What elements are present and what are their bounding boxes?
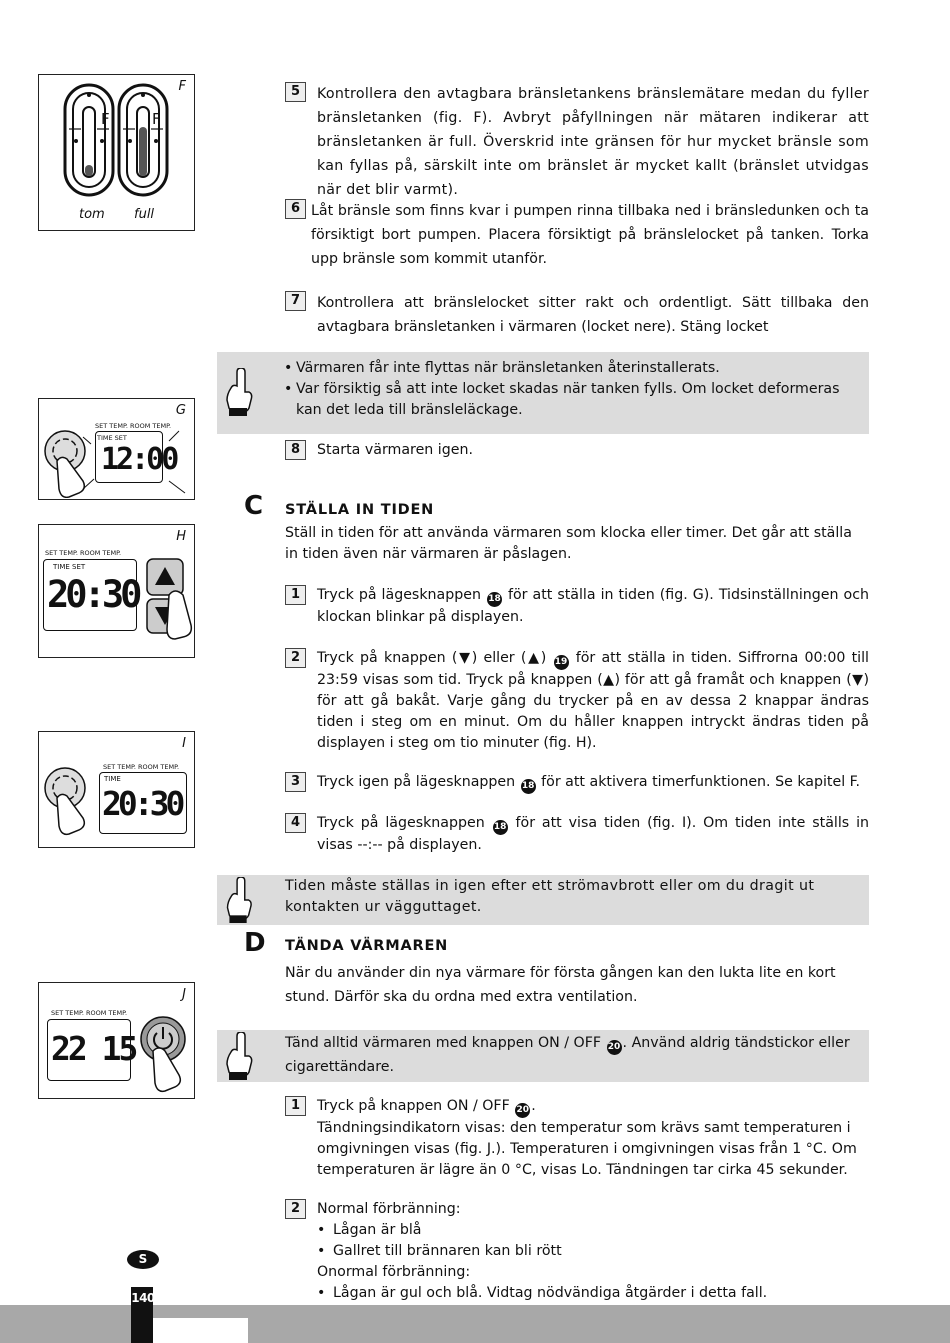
section-title-c: STÄLLA IN TIDEN (285, 502, 435, 518)
ref-19-icon: 19 (554, 655, 569, 670)
step-text: Kontrollera att bränslelocket sitter rakt och ordentligt. Sätt tillbaka den avtagbara bränsletanken i värmaren (locket nere). Stäng locket (317, 295, 869, 335)
step-8 (285, 440, 869, 461)
list-item: • Lågan är blå (317, 1220, 869, 1241)
display-digits: 20:30 (47, 573, 139, 616)
step-d-2 (285, 1199, 869, 1304)
pointing-hand-icon (225, 368, 253, 416)
step-c-4 (285, 813, 869, 856)
abnormal-label: Onormal förbränning: (317, 1264, 471, 1280)
display-top-label: SET TEMP. ROOM TEMP. (103, 763, 180, 771)
figure-j (38, 982, 195, 1099)
step-c-3 (285, 772, 869, 794)
step-text: Tryck på knappen (▼) eller (▲) 19 för att ställa in tiden. Siffrorna 00:00 till 23:59 visas som tid. Tryck på knappen (▲) för att gå framåt och knappen (▼) för att gå bakåt. Varje gång du trycker på en av dessa 2 knappar ändras tiden i steg om en minut. Om du håller knappen intryckt ändras tiden på displayen i steg om tio minuter (fig. H). (317, 650, 869, 751)
note-bullet: • Var försiktig så att inte locket skadas när tanken fylls. Om locket deformeras kan det leda till bränsleläckage. (284, 381, 840, 418)
note-box-ignite (217, 1030, 869, 1082)
figure-letter: F (178, 79, 186, 94)
ref-18-icon: 18 (493, 820, 508, 835)
display-digits: 12:00 (101, 442, 177, 477)
caption-full: full (134, 207, 155, 222)
list-item: • Lågan är gul och blå. Vidtag nödvändiga åtgärder i detta fall. (317, 1283, 869, 1304)
figure-letter: J (182, 987, 186, 1002)
pointing-hand-icon (225, 877, 253, 923)
section-intro-c: Ställ in tiden för att använda värmaren som klocka eller timer. Det går att ställa in tiden även när värmaren är påslagen. (285, 525, 852, 562)
step-text: Tryck på knappen ON / OFF 20 . Tändningsindikatorn visas: den temperatur som krävs samt temperaturen i omgivningen visas (fig. J.). Temperaturen i omgivningen visas från 1 °C. Om temperaturen är lägre än 0 °C, visas Lo. Tändningen tar cirka 45 sekunder. (317, 1098, 857, 1178)
display-digits: 20:30 (102, 784, 182, 823)
gauge-full-mark-left: F (101, 110, 110, 128)
step-number: 4 (285, 813, 306, 833)
step-text (317, 1199, 869, 1304)
section-intro-d: När du använder din nya värmare för första gången kan den lukta lite en kort stund. Därför ska du ordna med extra ventilation. (285, 965, 836, 1005)
figure-letter: G (175, 403, 186, 418)
step-number: 7 (285, 291, 306, 311)
figure-f (38, 74, 195, 231)
note-text: Tänd alltid värmaren med knappen ON / OFF 20 . Använd aldrig tändstickor eller cigarettändare. (285, 1035, 850, 1075)
note-box-refuel (217, 352, 869, 434)
note-box-time (217, 875, 869, 925)
ref-20-icon: 20 (607, 1040, 622, 1055)
figure-h (38, 524, 195, 658)
step-5 (285, 82, 869, 202)
figure-i (38, 731, 195, 848)
ref-20-icon: 20 (515, 1103, 530, 1118)
section-title-d: TÄNDA VÄRMAREN (285, 938, 449, 954)
step-c-1 (285, 585, 869, 628)
display-top-label: SET TEMP. ROOM TEMP. (51, 1009, 128, 1017)
step-text: Tryck på lägesknappen 18 för att ställa in tiden (fig. G). Tidsinställningen och klockan blinkar på displayen. (317, 587, 869, 625)
step-c-2 (285, 648, 869, 754)
step-number: 1 (285, 1096, 306, 1116)
step-number: 2 (285, 648, 306, 668)
step-number: 5 (285, 82, 306, 102)
display-sub-label: TIME (104, 775, 121, 783)
footer-tab (153, 1318, 248, 1343)
ref-18-icon: 18 (487, 592, 502, 607)
step-number: 3 (285, 772, 306, 792)
step-text: Starta värmaren igen. (317, 442, 473, 458)
note-bullet: • Värmaren får inte flyttas när bränsletanken återinstallerats. (284, 360, 720, 376)
step-text: Kontrollera den avtagbara bränsletankens bränslemätare medan du fyller bränsletanken (fig. F). Avbryt påfyllningen när mätaren indikerar att bränsletanken är full. Överskrid inte gränsen för hur mycket bränsle som kan fyllas på, särskilt inte om bränslet är mycket kallt (bränslet utvidgas när det blir varmt). (317, 86, 869, 198)
list-item: • Gallret till brännaren kan bli rött (317, 1241, 869, 1262)
mode-button-press-illustration (41, 740, 101, 845)
normal-label: Normal förbränning: (317, 1201, 461, 1217)
power-button-press-illustration (137, 993, 193, 1093)
section-letter-c: C (244, 491, 264, 521)
language-badge: S (127, 1250, 159, 1269)
blink-rays-icon (39, 399, 196, 501)
page-number: 140 (131, 1291, 155, 1305)
display-top-label: SET TEMP. ROOM TEMP. (45, 549, 122, 557)
caption-empty: tom (79, 207, 105, 222)
ref-18-icon: 18 (521, 779, 536, 794)
step-7 (285, 291, 869, 339)
note-text (284, 358, 857, 421)
up-down-buttons-illustration (143, 555, 193, 655)
step-number: 1 (285, 585, 306, 605)
figure-g (38, 398, 195, 500)
step-number: 6 (285, 199, 306, 219)
step-number: 8 (285, 440, 306, 460)
display-sub-label: TIME SET (97, 434, 127, 442)
pointing-hand-icon (225, 1032, 253, 1080)
note-text: Tiden måste ställas in igen efter ett strömavbrott eller om du dragit ut kontakten ur vägguttaget. (285, 878, 815, 915)
section-letter-d: D (244, 928, 266, 958)
display-top-label: SET TEMP. ROOM TEMP. (95, 422, 172, 430)
gauge-full-mark-right: F (152, 110, 161, 128)
figure-letter: H (176, 529, 186, 544)
step-text: Låt bränsle som finns kvar i pumpen rinna tillbaka ned i bränsledunken och ta försiktigt bort pumpen. Placera försiktigt på bränslelocket på tanken. Torka upp bränsle som kommit utanför. (311, 203, 869, 267)
display-sub-label: TIME SET (53, 563, 86, 571)
display-digits: 22 15 (51, 1029, 136, 1068)
step-number: 2 (285, 1199, 306, 1219)
step-d-1 (285, 1096, 869, 1181)
fuel-gauge-illustration (61, 79, 191, 209)
step-text: Tryck igen på lägesknappen 18 för att aktivera timerfunktionen. Se kapitel F. (317, 772, 869, 794)
step-6 (285, 199, 869, 271)
step-text: Tryck på lägesknappen 18 för att visa tiden (fig. I). Om tiden inte ställs in visas --:-- på displayen. (317, 815, 870, 853)
figure-letter: I (182, 736, 186, 751)
